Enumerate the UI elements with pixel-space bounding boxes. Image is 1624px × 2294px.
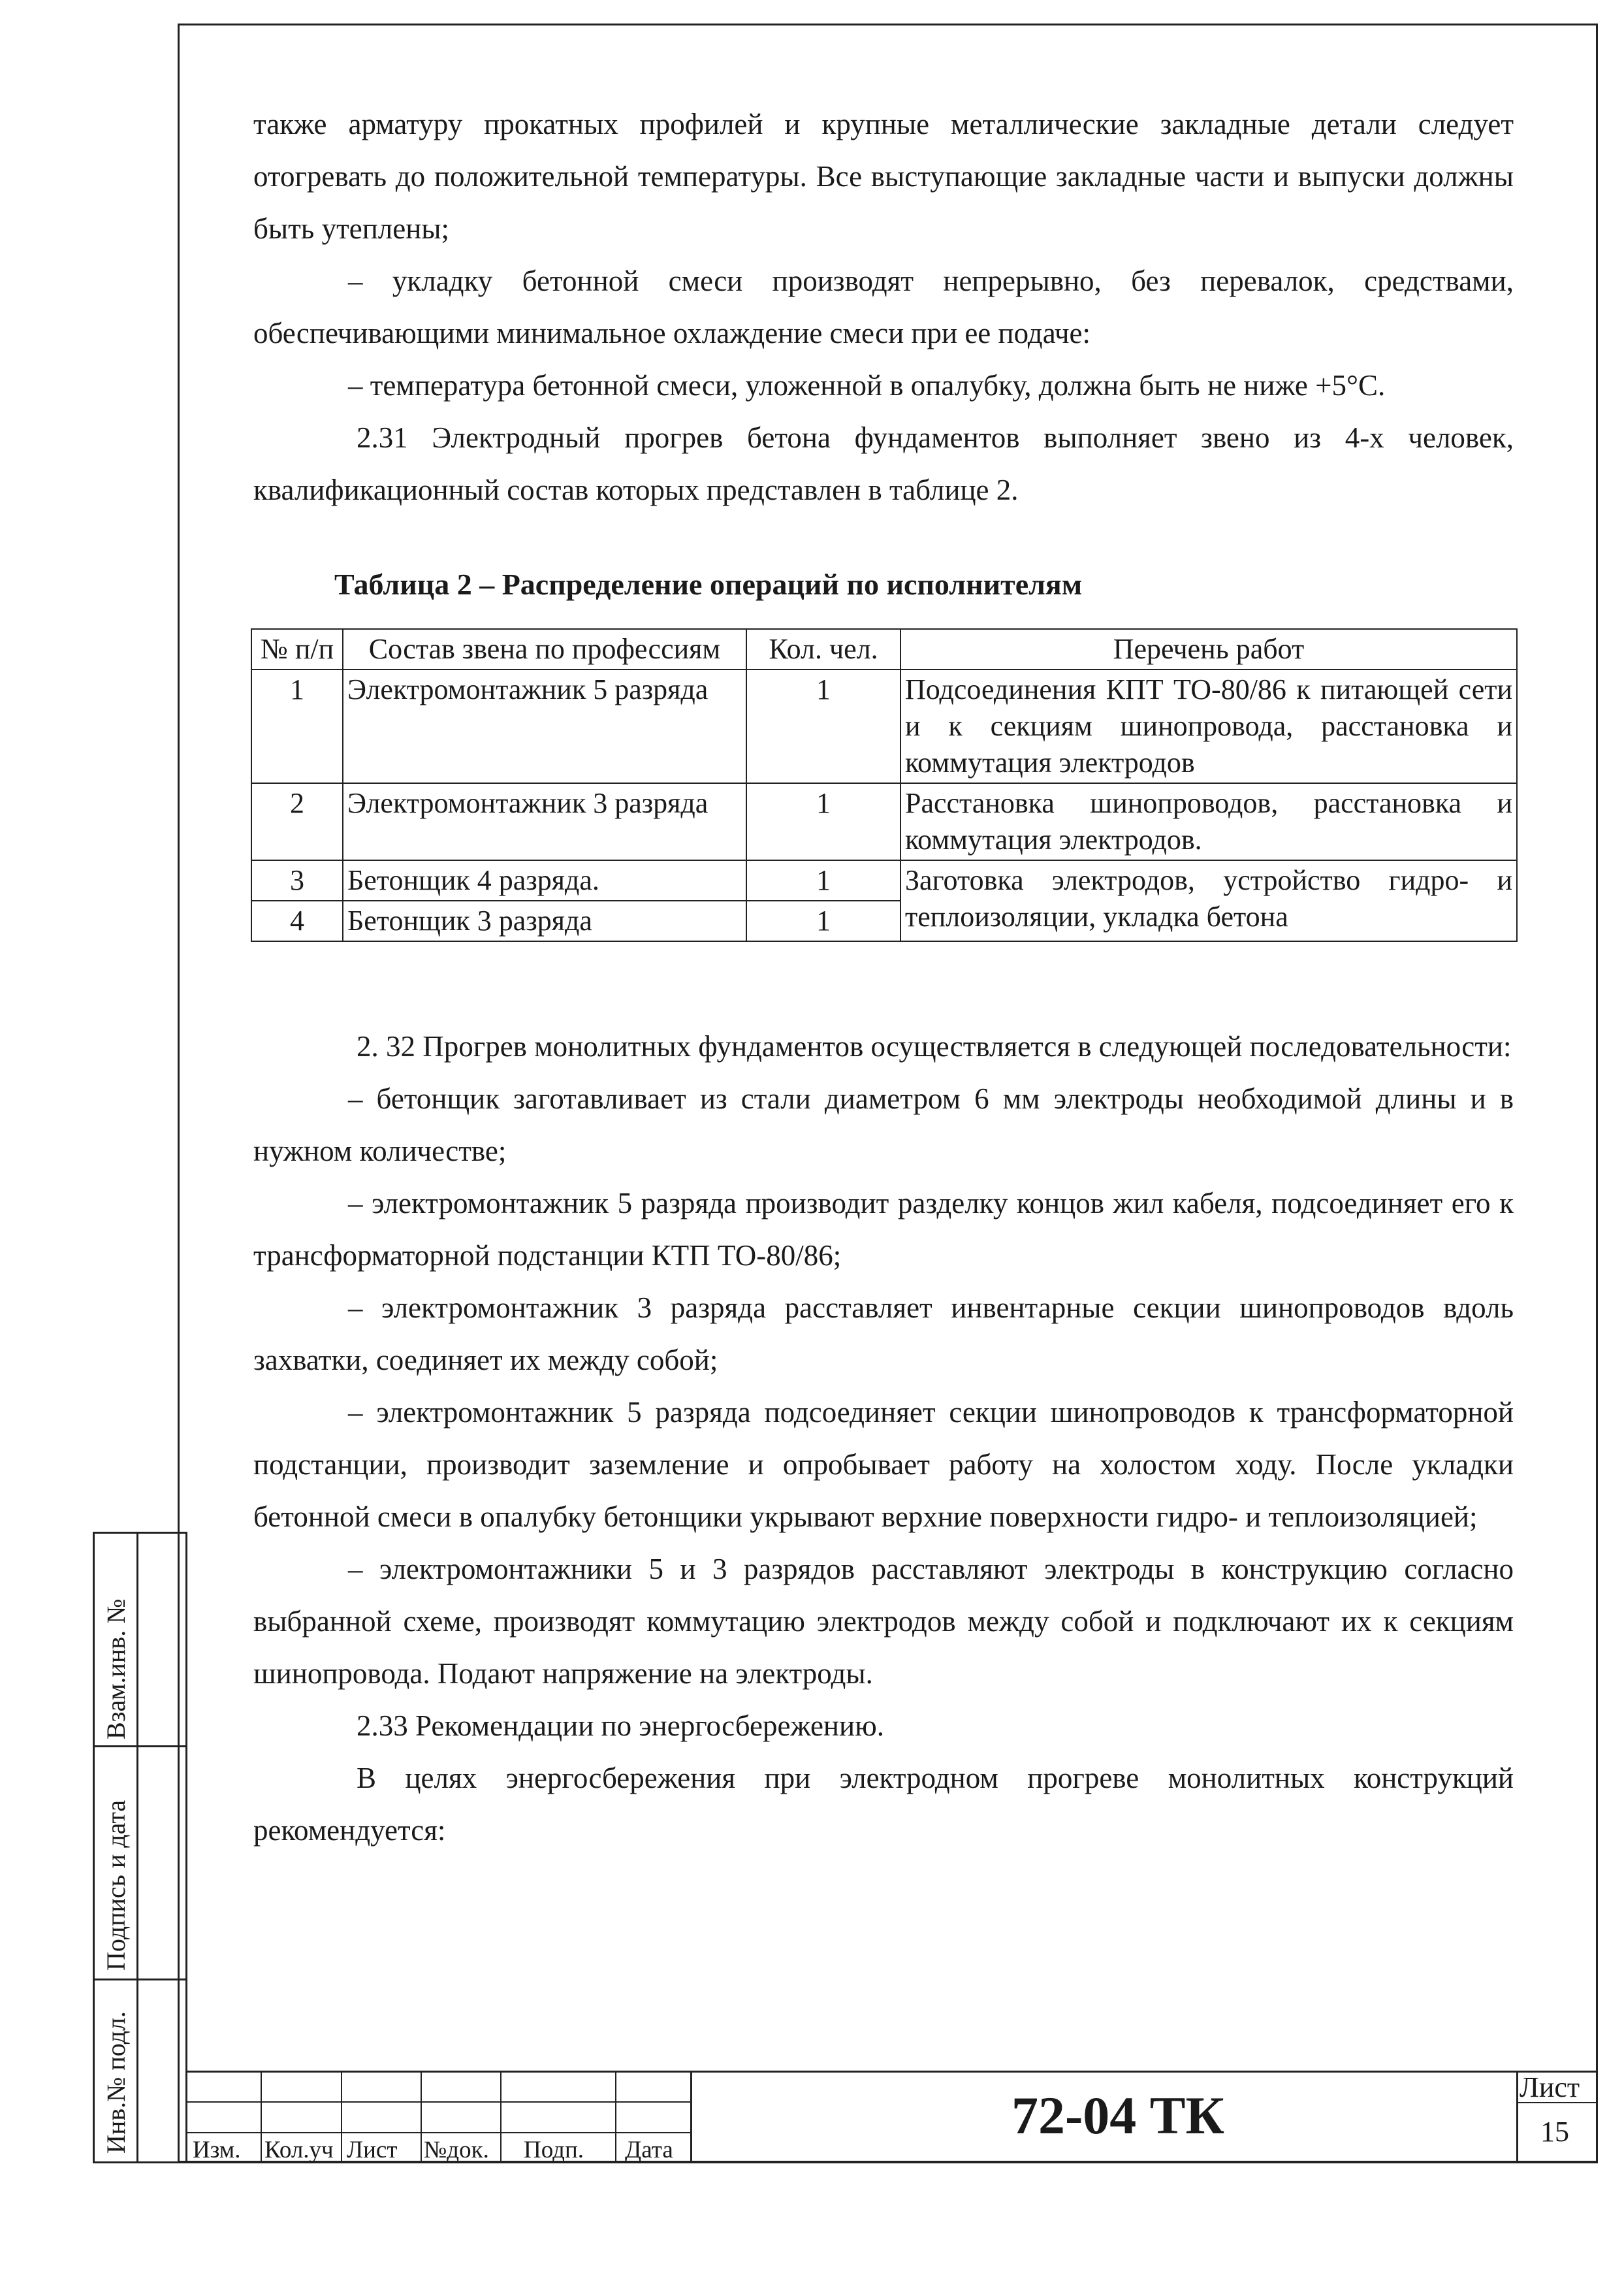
list-item: – бетонщик заготавливает из стали диаметром 6 мм электроды необходимой длины и в нужном количестве; xyxy=(253,1082,1514,1167)
sheet-number: 15 xyxy=(1540,2116,1569,2148)
stamp-kol: Кол.уч xyxy=(264,2137,334,2163)
cell-qty: 1 xyxy=(746,901,900,941)
paragraph-2-32: 2. 32 Прогрев монолитных фундаментов осуществляется в следующей последовательности: xyxy=(357,1030,1512,1063)
side-label-podpis: Подпись и дата xyxy=(101,1800,131,1971)
intro-paragraph: также арматуру прокатных профилей и крупные металлические закладные детали следует отогревать до положительной температуры. Все выступающие закладные части и выпуски должны быть утеплены; xyxy=(253,108,1514,245)
stamp-list: Лист xyxy=(347,2137,398,2163)
cell-role: Бетонщик 3 разряда xyxy=(343,901,746,941)
cell-qty: 1 xyxy=(746,670,900,783)
list-item: – укладку бетонной смеси производят непрерывно, без перевалок, средствами, обеспечивающими минимальное охлаждение смеси при ее подаче: xyxy=(253,265,1514,349)
cell-role: Электромонтажник 5 разряда xyxy=(343,670,746,783)
side-stamp xyxy=(93,1532,187,2163)
table-row xyxy=(251,783,1517,860)
list-item: – температура бетонной смеси, уложенной в опалубку, должна быть не ниже +5°С. xyxy=(348,369,1386,402)
list-item: – электромонтажник 3 разряда расставляет инвентарные секции шинопроводов вдоль захватки, соединяет их между собой; xyxy=(253,1291,1514,1376)
stamp-data: Дата xyxy=(625,2137,673,2163)
stamp-izm: Изм. xyxy=(193,2137,241,2163)
stamp-ndok: №док. xyxy=(424,2137,489,2163)
sheet-label: Лист xyxy=(1520,2071,1580,2103)
cell-role: Электромонтажник 3 разряда xyxy=(343,783,746,860)
document-code: 72-04 ТК xyxy=(1011,2086,1224,2145)
header-num: № п/п xyxy=(251,629,343,670)
paragraph-2-33: 2.33 Рекомендации по энергосбережению. xyxy=(357,1709,884,1742)
side-label-inv: Инв.№ подл. xyxy=(101,2011,131,2154)
list-item: – электромонтажник 5 разряда подсоединяет секции шинопроводов к трансформаторной подстанции, производит заземление и опробывает работу на холостом ходу. После укладки бетонной смеси в опалубку бетонщики укрывают верхние поверхности гидро- и теплоизоляцией; xyxy=(253,1396,1514,1533)
cell-num: 2 xyxy=(251,783,343,860)
header-work: Перечень работ xyxy=(900,629,1517,670)
side-label-vzam: Взам.инв. № xyxy=(101,1598,131,1739)
cell-num: 3 xyxy=(251,860,343,901)
table-row xyxy=(251,860,1517,901)
cell-qty: 1 xyxy=(746,860,900,901)
cell-role: Бетонщик 4 разряда. xyxy=(343,860,746,901)
header-role: Состав звена по профессиям xyxy=(343,629,746,670)
title-block xyxy=(187,2071,1598,2163)
side-cell-inv-value xyxy=(136,1979,187,2163)
header-qty: Кол. чел. xyxy=(746,629,900,670)
cell-work: Подсоединения КПТ ТО-80/86 к питающей сети и к секциям шинопровода, расстановка и коммутация электродов xyxy=(900,670,1517,783)
table-row xyxy=(251,670,1517,783)
cell-num: 1 xyxy=(251,670,343,783)
table-header-row xyxy=(251,629,1517,670)
paragraph-energy: В целях энергосбережения при электродном прогреве монолитных конструкций рекомендуется: xyxy=(253,1762,1514,1847)
cell-num: 4 xyxy=(251,901,343,941)
side-cell-podpis-value xyxy=(136,1745,187,1980)
paragraph-2-31: 2.31 Электродный прогрев бетона фундаментов выполняет звено из 4-х человек, квалификационный состав которых представлен в таблице 2. xyxy=(253,421,1514,506)
list-item: – электромонтажники 5 и 3 разрядов расставляют электроды в конструкцию согласно выбранной схеме, производят коммутацию электродов между собой и подключают их к секциям шинопровода. Подают напряжение на электроды. xyxy=(253,1553,1514,1690)
table-caption: Таблица 2 – Распределение операций по исполнителям xyxy=(334,568,1083,601)
cell-work: Расстановка шинопроводов, расстановка и коммутация электродов. xyxy=(900,783,1517,860)
stamp-podp: Подп. xyxy=(524,2137,584,2163)
cell-qty: 1 xyxy=(746,783,900,860)
side-cell-vzam-value xyxy=(136,1532,187,1747)
body-upper xyxy=(253,98,1514,516)
cell-work: Заготовка электродов, устройство гидро- и теплоизоляции, укладка бетона xyxy=(900,860,1517,941)
operations-table xyxy=(251,628,1518,942)
body-lower xyxy=(253,1020,1514,1856)
list-item: – электромонтажник 5 разряда производит разделку концов жил кабеля, подсоединяет его к трансформаторной подстанции КТП ТО-80/86; xyxy=(253,1187,1514,1272)
